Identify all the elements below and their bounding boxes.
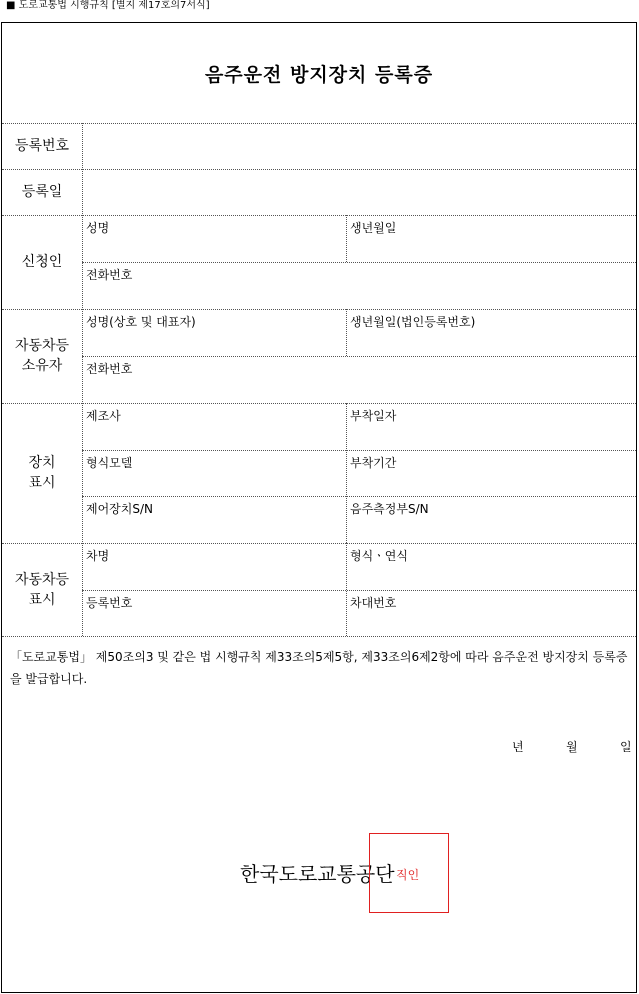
divider <box>346 543 347 636</box>
date-year: 년 <box>512 740 524 754</box>
issuance-statement: 「도로교통법」 제50조의3 및 같은 법 시행규칙 제33조의5제5항, 제33조의6제2항에 따라 음주운전 방지장치 등록증을 발급합니다. <box>10 650 628 686</box>
vehicle-chassis-number-field: 차대번호 <box>350 596 397 610</box>
divider <box>2 169 636 170</box>
device-install-date-field: 부착일자 <box>350 409 397 423</box>
issuer-name: 한국도로교통공단 <box>240 862 395 886</box>
applicant-phone-field: 전화번호 <box>86 268 133 282</box>
label-vehicle-info: 자동차등 표시 <box>14 571 70 608</box>
label-vehicle-owner: 자동차등 소유자 <box>14 338 70 374</box>
divider <box>346 403 347 543</box>
divider <box>82 123 83 636</box>
vehicle-name-field: 차명 <box>86 549 110 563</box>
registration-certificate-form <box>1 22 637 993</box>
label-device-info: 장치 표시 <box>28 455 56 491</box>
divider <box>346 215 347 262</box>
divider <box>2 215 636 216</box>
owner-birth-field: 생년월일(법인등록번호) <box>350 315 476 329</box>
device-maker-field: 제조사 <box>86 409 121 423</box>
device-model-field: 형식모델 <box>86 456 133 470</box>
divider <box>2 403 636 404</box>
owner-name-field: 성명(상호 및 대표자) <box>86 315 196 329</box>
divider <box>2 636 636 637</box>
divider <box>82 356 636 357</box>
divider <box>82 262 636 263</box>
applicant-name-field: 성명 <box>86 221 110 235</box>
divider <box>82 590 636 591</box>
label-registration-number: 등록번호 <box>14 138 70 154</box>
divider <box>82 450 636 451</box>
form-number-note: ■ 도로교통법 시행규칙 [별지 제17호의7서식] <box>6 0 210 11</box>
divider <box>2 543 636 544</box>
device-install-period-field: 부착기간 <box>350 456 397 470</box>
date-day: 일 <box>620 740 632 754</box>
vehicle-reg-number-field: 등록번호 <box>86 596 133 610</box>
device-breath-sn-field: 음주측정부S/N <box>350 502 429 516</box>
label-applicant: 신청인 <box>21 254 63 270</box>
vehicle-type-year-field: 형식ㆍ연식 <box>350 549 408 563</box>
owner-phone-field: 전화번호 <box>86 362 133 376</box>
divider <box>346 309 347 356</box>
divider <box>2 123 636 124</box>
date-month: 월 <box>566 740 578 754</box>
form-title: 음주운전 방지장치 등록증 <box>204 63 434 86</box>
applicant-birth-field: 생년월일 <box>350 221 397 235</box>
divider <box>2 309 636 310</box>
divider <box>82 496 636 497</box>
device-controller-sn-field: 제어장치S/N <box>86 502 154 516</box>
seal-label: 직인 <box>396 868 420 882</box>
label-registration-date: 등록일 <box>21 184 63 200</box>
